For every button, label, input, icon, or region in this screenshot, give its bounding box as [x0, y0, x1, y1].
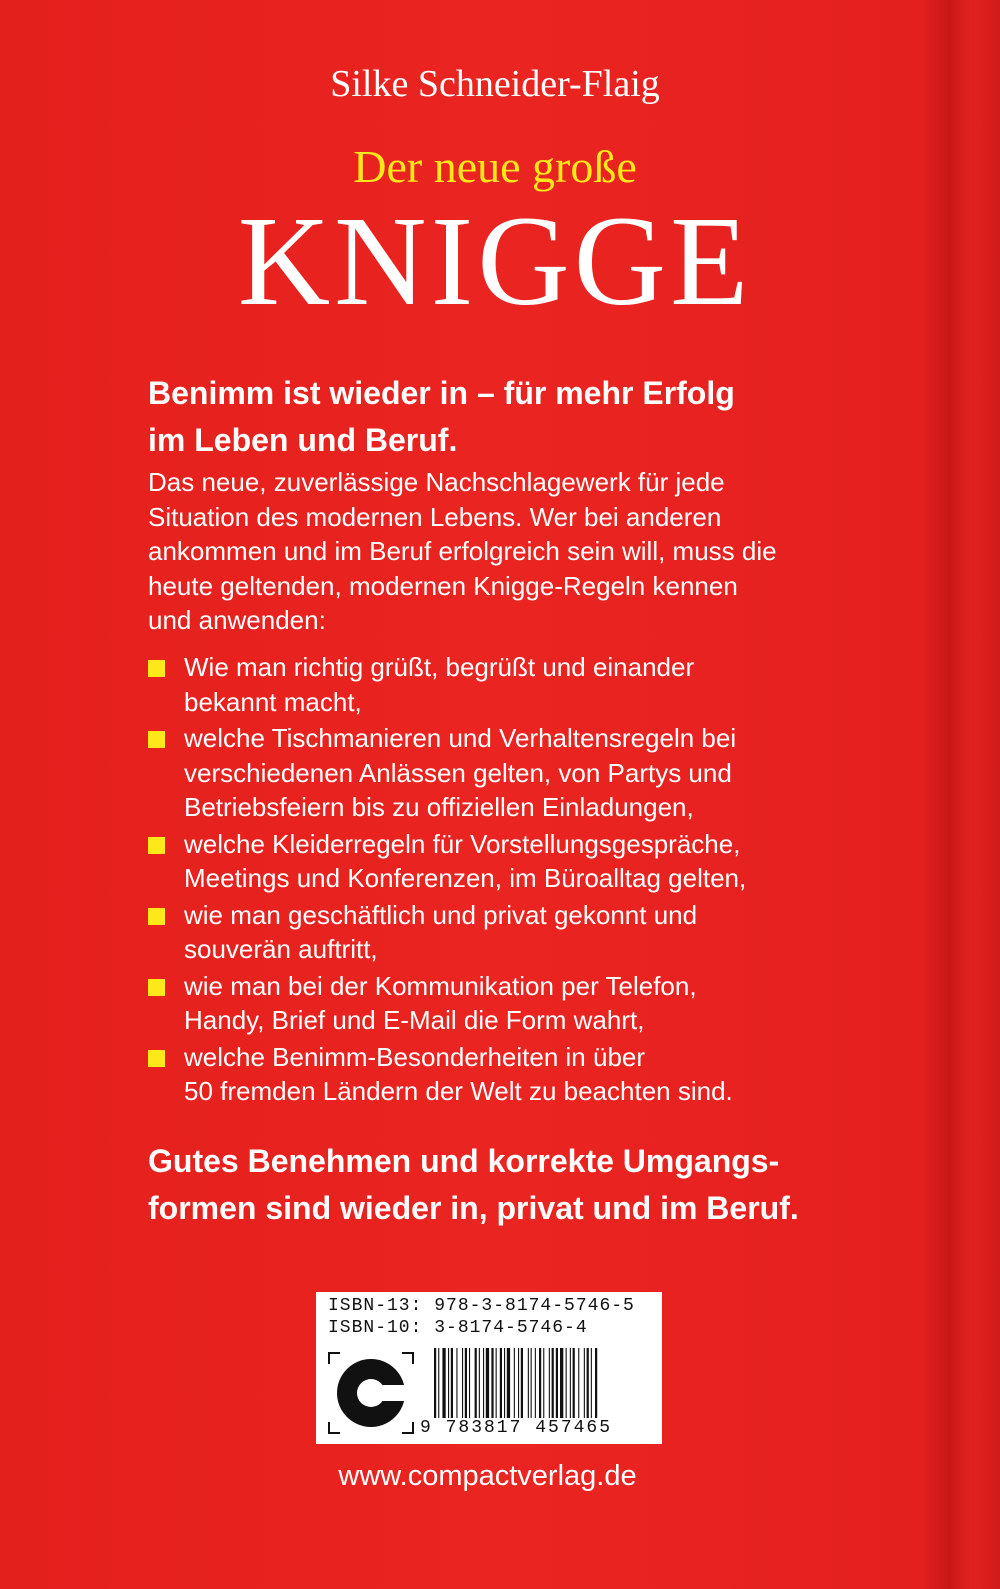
list-item: [148, 650, 888, 719]
list-item: [148, 898, 888, 967]
bullet-line: Handy, Brief und E-Mail die Form wahrt,: [184, 1005, 645, 1035]
barcode-digits: 9 783817 457465: [420, 1418, 613, 1438]
intro-paragraph: [148, 465, 898, 638]
publisher-logo-icon: [328, 1352, 414, 1434]
bullet-line: wie man geschäftlich und privat gekonnt und: [184, 899, 698, 930]
bullet-square-icon: [148, 837, 165, 854]
closing-statement: [148, 1138, 908, 1232]
barcode-icon: [434, 1348, 646, 1418]
bullet-line: welche Tischmanieren und Verhaltensregeln bei: [184, 723, 737, 753]
headline-line: im Leben und Beruf.: [148, 422, 458, 458]
bullet-square-icon: [148, 979, 165, 996]
isbn-10: ISBN-10: 3-8174-5746-4: [328, 1318, 588, 1338]
book-subtitle: Der neue große: [353, 141, 637, 192]
bullet-square-icon: [148, 1050, 165, 1067]
bullet-line: welche Kleiderregeln für Vorstellungsgespräche,: [184, 828, 741, 859]
closing-line: Gutes Benehmen und korrekte Umgangs-: [148, 1143, 780, 1179]
bullet-line: wie man bei der Kommunikation per Telefon,: [184, 970, 697, 1001]
list-item: [148, 721, 888, 825]
bullet-line: bekannt macht,: [184, 686, 362, 717]
headline-line: Benimm ist wieder in – für mehr Erfolg: [148, 375, 735, 411]
bullet-line: verschiedenen Anlässen gelten, von Partys und: [184, 757, 732, 788]
bullet-line: Wie man richtig grüßt, begrüßt und einander: [184, 652, 695, 682]
bullet-list: [148, 650, 888, 1111]
list-item: [148, 969, 888, 1038]
author-name: Silke Schneider-Flaig: [330, 63, 660, 105]
bullet-line: souverän auftritt,: [184, 934, 378, 964]
intro-line: Das neue, zuverlässige Nachschlagewerk für jede: [148, 467, 725, 497]
intro-line: heute geltenden, modernen Knigge-Regeln kennen: [148, 570, 738, 601]
isbn-13: ISBN-13: 978-3-8174-5746-5: [328, 1296, 635, 1316]
book-title: KNIGGE: [237, 190, 753, 332]
headline: [148, 370, 868, 464]
bullet-line: Betriebsfeiern bis zu offiziellen Einladungen,: [184, 792, 694, 822]
bullet-square-icon: [148, 660, 165, 677]
list-item: [148, 1040, 888, 1109]
publisher-website: www.compactverlag.de: [338, 1460, 637, 1492]
bullet-line: Meetings und Konferenzen, im Büroalltag gelten,: [184, 863, 747, 893]
closing-line: formen sind wieder in, privat und im Beruf.: [148, 1190, 799, 1226]
intro-line: Situation des modernen Lebens. Wer bei anderen: [148, 501, 722, 532]
intro-line: und anwenden:: [148, 605, 326, 635]
list-item: [148, 827, 888, 896]
intro-line: ankommen und im Beruf erfolgreich sein will, muss die: [148, 536, 777, 566]
isbn-barcode-panel: [316, 1292, 662, 1444]
bullet-line: 50 fremden Ländern der Welt zu beachten sind.: [184, 1076, 733, 1106]
bullet-line: welche Benimm-Besonderheiten in über: [184, 1041, 646, 1072]
bullet-square-icon: [148, 731, 165, 748]
bullet-square-icon: [148, 908, 165, 925]
